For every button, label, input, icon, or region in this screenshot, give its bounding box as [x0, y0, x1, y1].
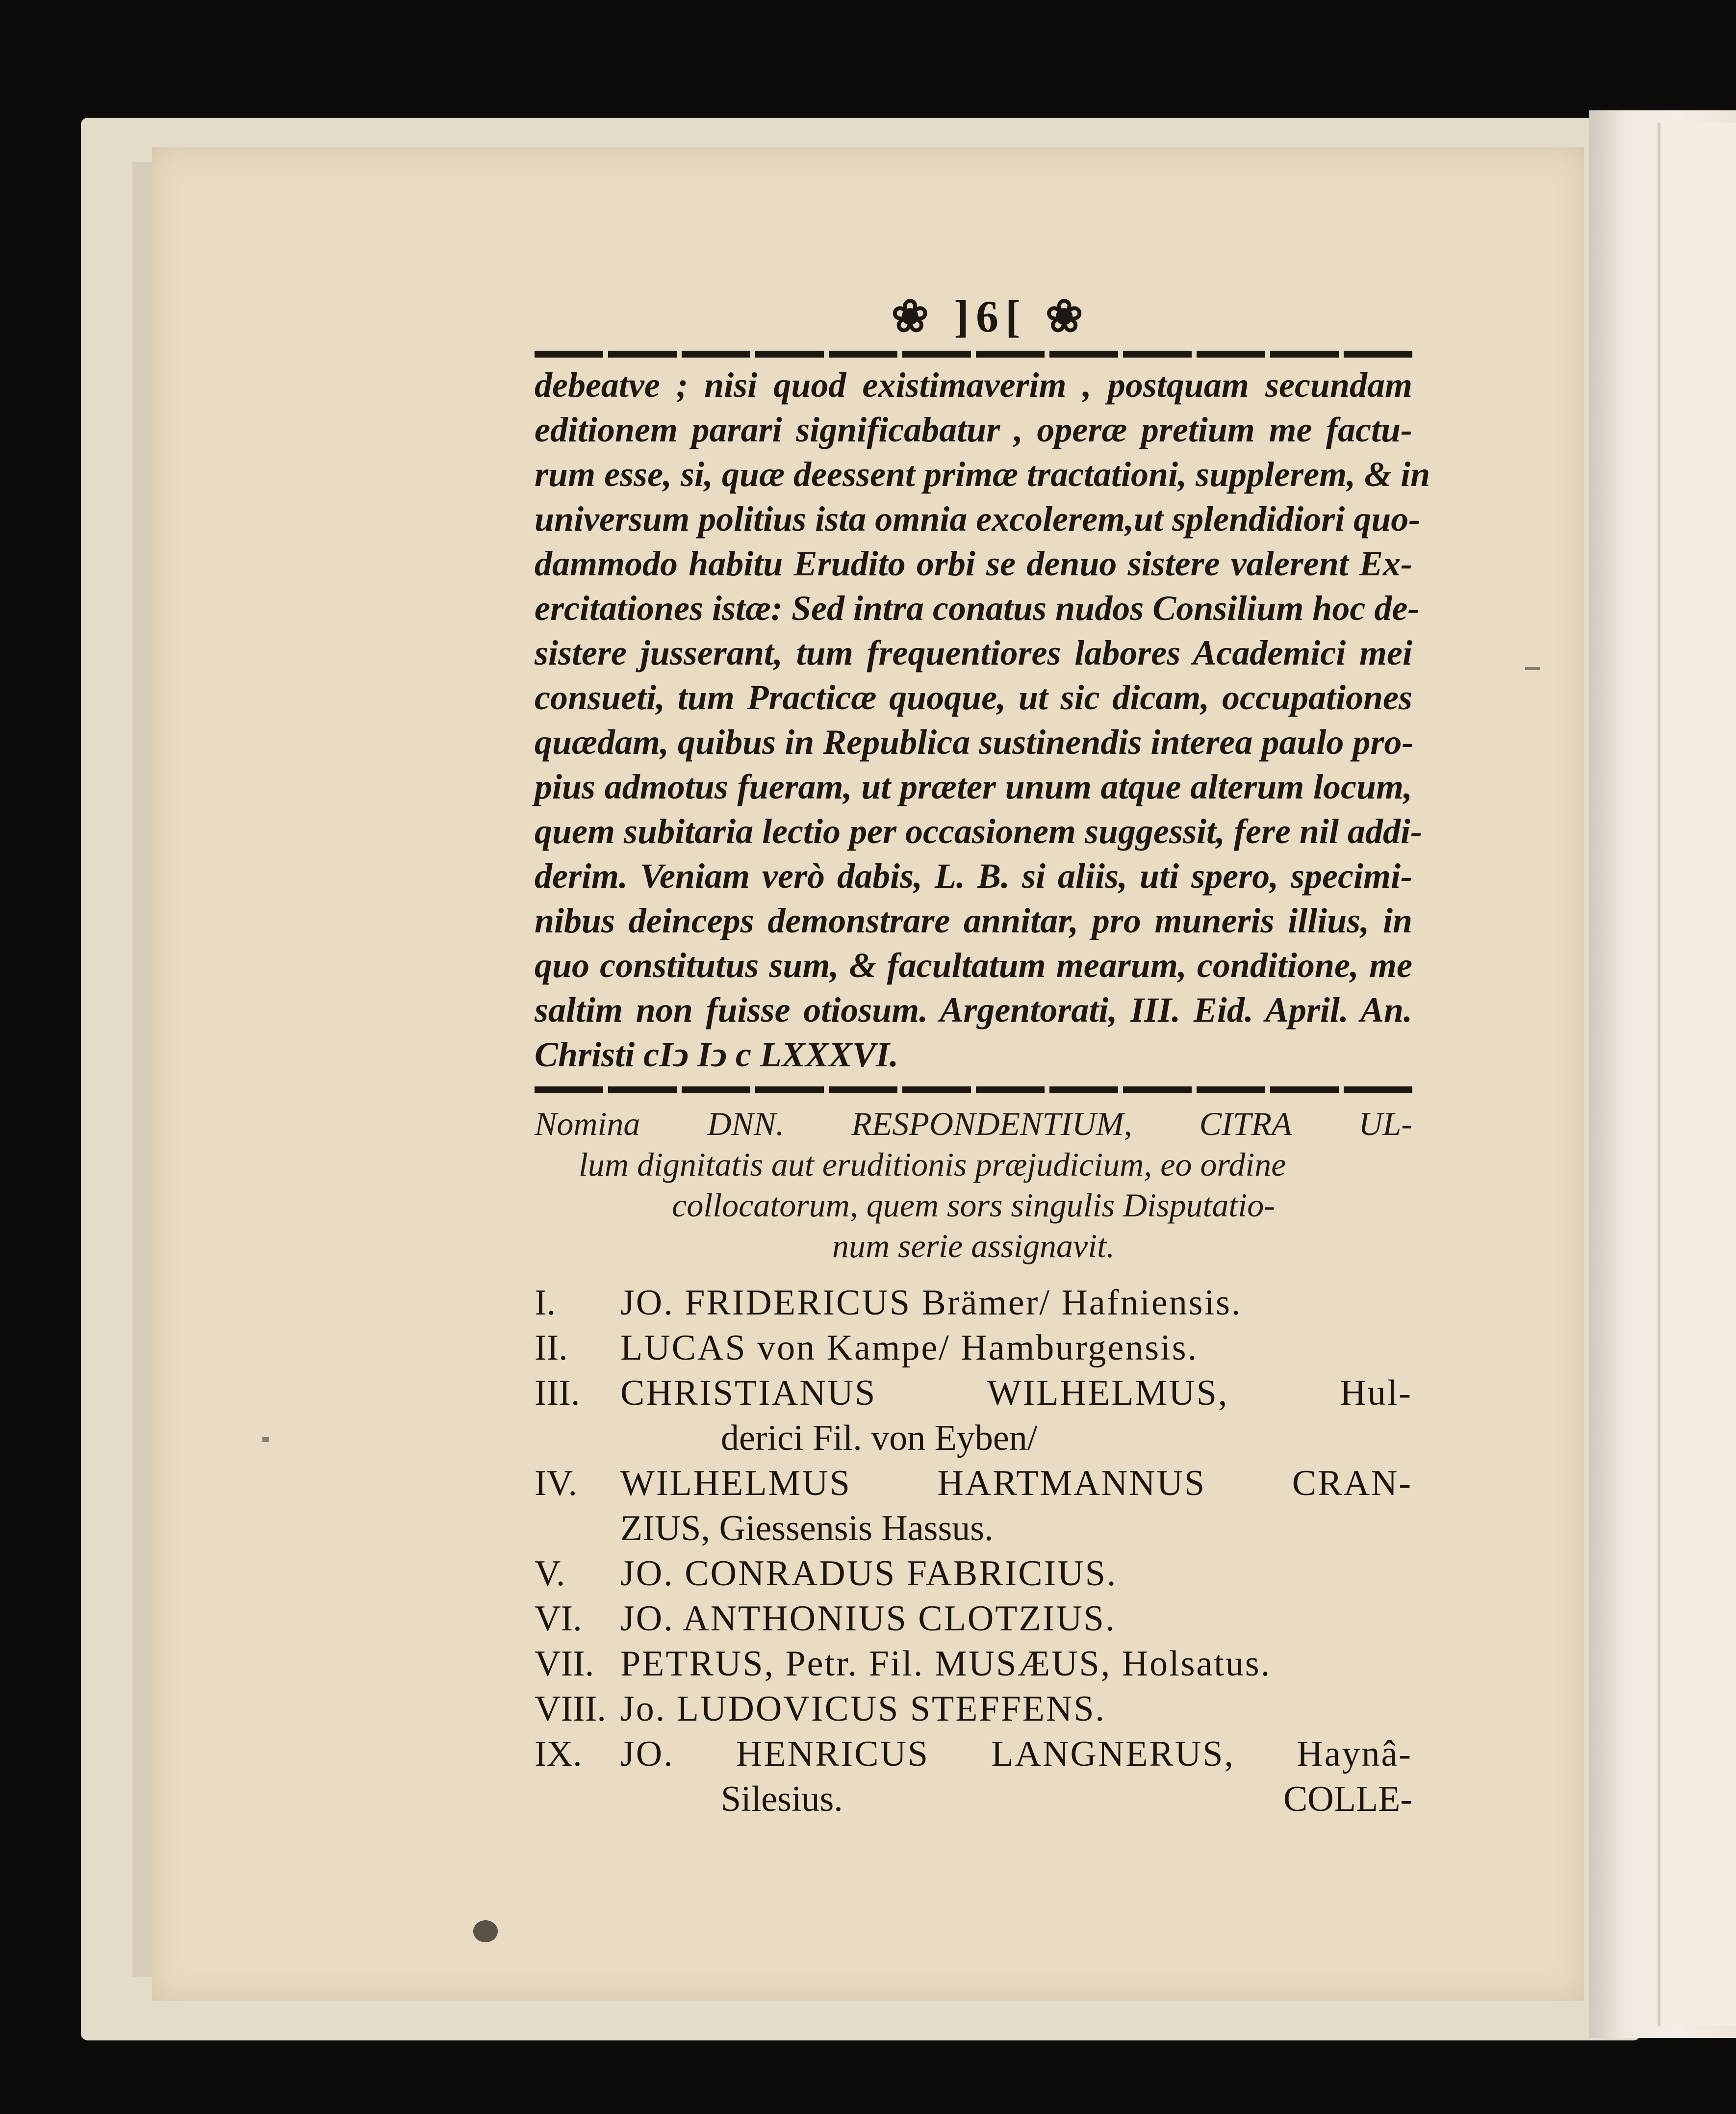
text-line: ercitationes istæ: Sed intra conatus nudos Consilium hoc de-: [535, 589, 1420, 628]
respondent-continuation: derici Fil. von Eyben/: [721, 1418, 1038, 1458]
respondent-row: [535, 1686, 1412, 1731]
text-line: nibus deinceps demonstrare annitar, pro muneris illius, in: [535, 901, 1412, 940]
text-line: consueti, tum Practicæ quoque, ut sic dicam, occupationes: [535, 678, 1412, 717]
respondent-name: JO. CONRADUS FABRICIUS.: [620, 1553, 1118, 1594]
respondent-row: [535, 1325, 1412, 1370]
nomina-line: collocatorum, quem sors singulis Disputatio-: [672, 1186, 1275, 1224]
respondent-number: VII.: [535, 1644, 594, 1684]
top-rule: [535, 351, 1412, 358]
respondent-name: JO. ANTHONIUS CLOTZIUS.: [620, 1598, 1116, 1639]
adjacent-page: [1658, 123, 1736, 2026]
respondent-name: CHRISTIANUS WILHELMUS, Hul-: [620, 1373, 1412, 1413]
respondent-number: IV.: [535, 1463, 578, 1503]
preface-paragraph: [535, 363, 1430, 1077]
catchword: COLLE-: [1283, 1779, 1412, 1819]
respondent-number: V.: [535, 1553, 565, 1594]
text-line: quem subitaria lectio per occasionem suggessit, fere nil addi-: [535, 812, 1422, 851]
respondent-number: IX.: [535, 1734, 582, 1774]
respondent-name: Jo. LUDOVICUS STEFFENS.: [620, 1689, 1106, 1729]
text-line: rum esse, si, quæ deessent primæ tractationi, supplerem, & in: [535, 455, 1430, 494]
respondent-row-continuation: [535, 1777, 1412, 1822]
respondent-name: WILHELMUS HARTMANNUS CRAN-: [620, 1463, 1412, 1503]
nomina-line: Nomina DNN. RESPONDENTIUM, CITRA UL-: [535, 1105, 1412, 1142]
text-line: debeatve ; nisi quod existimaverim , postquam secundam: [535, 365, 1412, 405]
respondent-name: LUCAS von Kampe/ Hamburgensis.: [620, 1328, 1198, 1368]
page-speck: [1525, 667, 1540, 670]
text-line: quædam, quibus in Republica sustinendis interea paulo pro-: [535, 722, 1414, 762]
respondent-number: VIII.: [535, 1689, 606, 1729]
page-header: [834, 289, 1148, 343]
respondent-row: [535, 1461, 1412, 1506]
nomina-line: num serie assignavit.: [832, 1227, 1115, 1264]
respondent-row: [535, 1641, 1412, 1686]
respondent-row: [535, 1731, 1412, 1777]
text-line: dammodo habitu Erudito orbi se denuo sistere valerent Ex-: [535, 544, 1412, 583]
text-line: pius admotus fueram, ut præter unum atque alterum locum,: [535, 767, 1412, 806]
respondent-row: [535, 1370, 1412, 1416]
text-line: quo constitutus sum, & facultatum mearum, conditione, me: [535, 946, 1412, 985]
respondent-number: VI.: [535, 1598, 582, 1639]
respondent-row: [535, 1551, 1412, 1596]
respondent-name: JO. HENRICUS LANGNERUS, Haynâ-: [620, 1734, 1412, 1774]
respondent-continuation: Silesius.: [721, 1779, 843, 1819]
page-number: ]6[: [954, 291, 1027, 341]
page-speck: [262, 1437, 269, 1442]
text-line: saltim non fuisse otiosum. Argentorati, III. Eid. April. An.: [535, 990, 1412, 1030]
respondent-row-continuation: [535, 1506, 1412, 1551]
text-line: sistere jusserant, tum frequentiores labores Academici mei: [535, 633, 1412, 672]
ink-blot: [473, 1920, 498, 1942]
nomina-line: lum dignitatis aut eruditionis præjudicium, eo ordine: [579, 1146, 1286, 1183]
text-line: editionem parari significabatur , operæ pretium me factu-: [535, 410, 1412, 449]
text-line: Christi cIↄ Iↄ c LXXXVI.: [535, 1035, 899, 1074]
respondent-number: I.: [535, 1283, 556, 1323]
page-edge: [132, 162, 152, 1977]
header-ornament-left: ❀: [891, 291, 936, 341]
respondent-number: II.: [535, 1328, 568, 1368]
respondent-number: III.: [535, 1373, 580, 1413]
respondents-list: [535, 1280, 1412, 1822]
respondent-row: [535, 1596, 1412, 1641]
header-ornament-right: ❀: [1045, 291, 1090, 341]
respondent-name: JO. FRIDERICUS Brämer/ Hafniensis.: [620, 1283, 1242, 1323]
respondent-name: PETRUS, Petr. Fil. MUSÆUS, Holsatus.: [620, 1644, 1272, 1684]
section-rule: [535, 1086, 1412, 1093]
respondent-row-continuation: [535, 1416, 1412, 1461]
text-line: derim. Veniam verò dabis, L. B. si aliis, uti spero, specimi-: [535, 856, 1412, 896]
respondent-row: [535, 1280, 1412, 1325]
text-line: universum politius ista omnia excolerem,ut splendidiori quo-: [535, 499, 1421, 539]
respondent-continuation: ZIUS, Giessensis Hassus.: [620, 1508, 994, 1548]
nomina-heading: [535, 1104, 1412, 1266]
